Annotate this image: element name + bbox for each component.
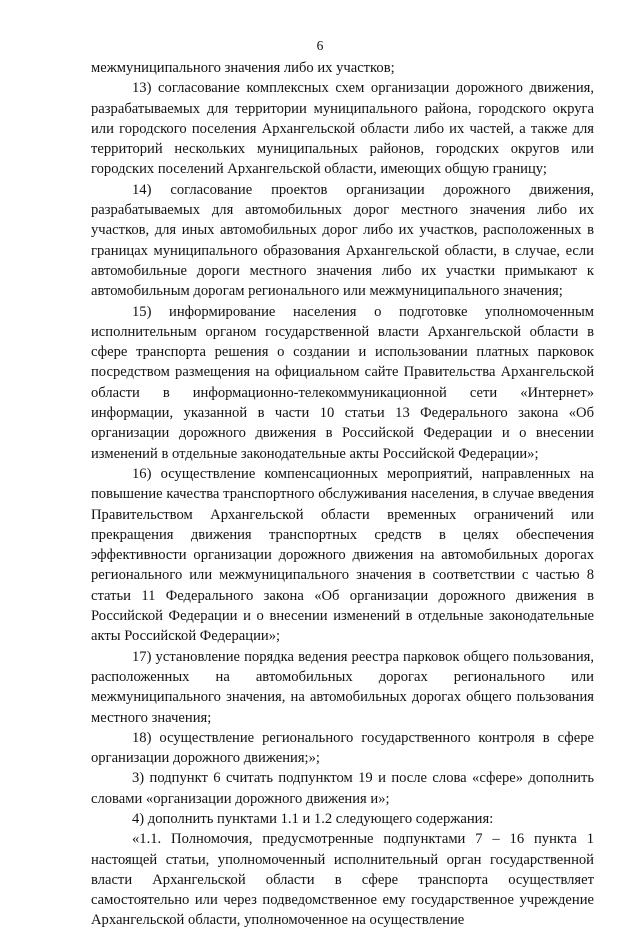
paragraph-item-17: 17) установление порядка ведения реестра парковок общего пользования, расположенных на автомобильных дорогах регионального или межмуниципального значения, на автомобильных дорогах общего пользования местного значения; <box>91 648 594 726</box>
paragraph-item-16: 16) осуществление компенсационных мероприятий, направленных на повышение качества транспортного обслуживания населения, в случае введения Правительством Архангельской области временных ограничений или прекращения движения транспортных средств в целях обеспечения эффективности организации дорожного движения на автомобильных дорогах регионального или межмуниципального значения в соответствии с частью 8 статьи 11 Федерального закона «Об организации дорожного движения в Российской Федерации и о внесении изменений в отдельные законодательные акты Российской Федерации»; <box>91 465 594 645</box>
paragraph-amendment-3: 3) подпункт 6 считать подпунктом 19 и после слова «сфере» дополнить словами «организации дорожного движения и»; <box>91 770 594 807</box>
paragraph-item-18: 18) осуществление регионального государственного контроля в сфере организации дорожного движения;»; <box>91 729 594 767</box>
paragraph-clause-1-1: «1.1. Полномочия, предусмотренные подпунктами 7 – 16 пункта 1 настоящей статьи, уполномоченный исполнительный орган государственной власти Архангельской области в сфере транспорта осуществляет самостоятельно или через подведомственное ему государственное учреждение Архангельской области, уполномоченное на осуществление <box>91 831 594 929</box>
paragraph-amendment-4: 4) дополнить пунктами 1.1 и 1.2 следующего содержания: <box>132 810 494 827</box>
document-body <box>91 58 594 931</box>
paragraph-item-14: 14) согласование проектов организации дорожного движения, разрабатываемых для автомобильных дорог местного значения либо их участков, для иных автомобильных дорог либо их участков, расположенных в границах муниципального образования Архангельской области, в случае, если автомобильные дороги местного значения либо их участки примыкают к автомобильным дорогам регионального или межмуниципального значения; <box>91 181 594 300</box>
paragraph-item-15: 15) информирование населения о подготовке уполномоченным исполнительным органом государственной власти Архангельской области в сфере транспорта решения о создании и использовании платных парковок посредством размещения на официальном сайте Правительства Архангельской области в информационно-телекоммуникационной сети «Интернет» информации, указанной в части 10 статьи 13 Федерального закона «Об организации дорожного движения в Российской Федерации и о внесении изменений в отдельные законодательные акты Российской Федерации»; <box>91 303 594 462</box>
paragraph-continuation: межмуниципального значения либо их участков; <box>91 60 395 76</box>
page-number: 6 <box>316 38 324 53</box>
paragraph-item-13: 13) согласование комплексных схем организации дорожного движения, разрабатываемых для территории муниципального района, городского округа или городского поселения Архангельской области либо их частей, а также для территорий нескольких муниципальных районов, городских округов или городских поселений Архангельской области, имеющих общую границу; <box>91 80 594 178</box>
